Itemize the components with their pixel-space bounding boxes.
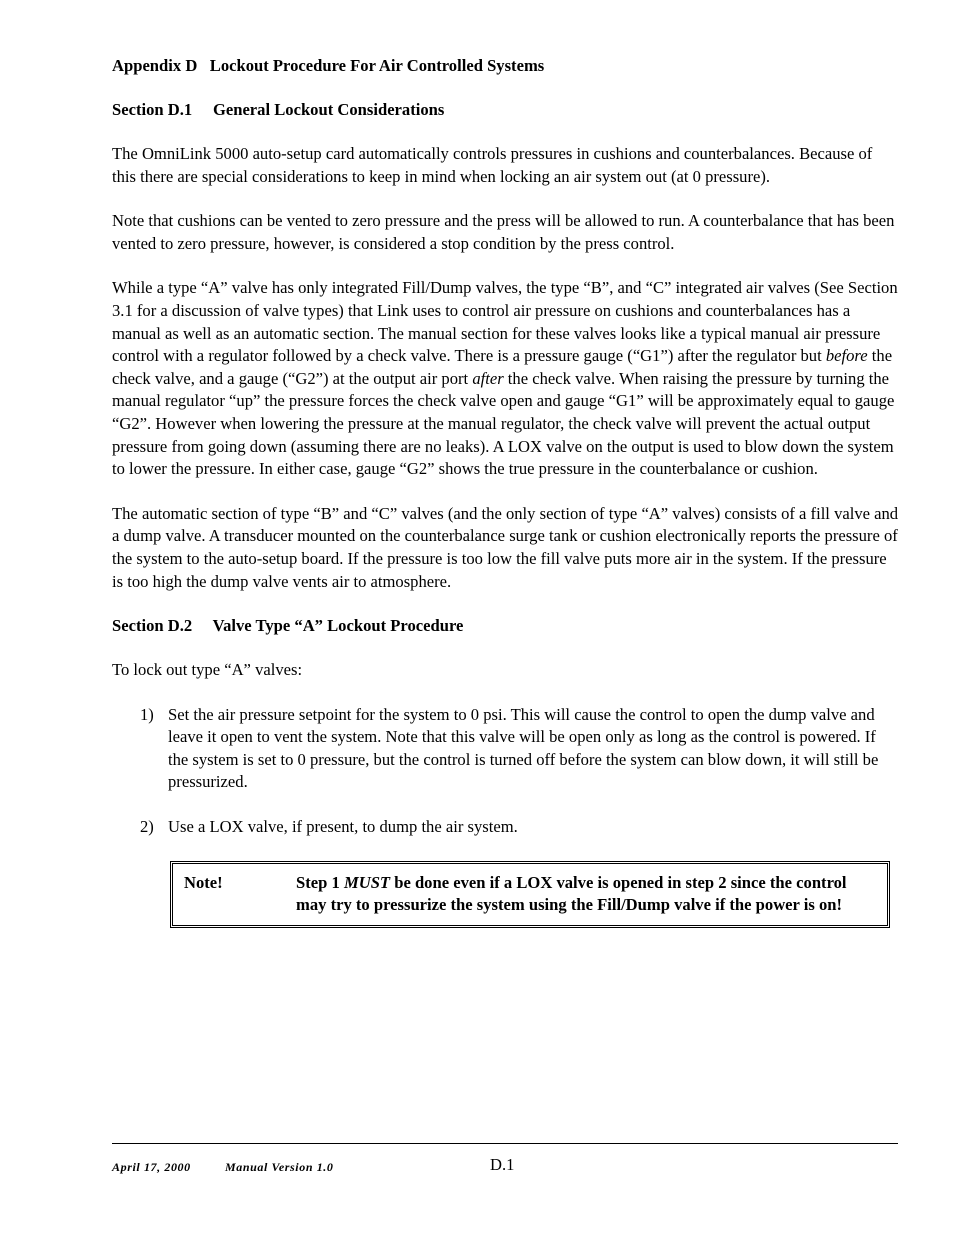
section-d2-heading: Section D.2 Valve Type “A” Lockout Procedure	[112, 616, 464, 636]
lockout-steps-list	[112, 704, 900, 839]
list-item	[112, 704, 900, 794]
section-d1-paragraph-4: The automatic section of type “B” and “C” valves (and the only section of type “A” valves) consists of a fill valve and a dump valve. A transducer mounted on the counterbalance surge tank or cushion electronically reports the pressure of the system to the auto-setup board. If the pressure is too low the fill valve puts more air in the system. If the pressure is too high the dump valve vents air to atmosphere.	[112, 503, 899, 591]
note-label: Note!	[184, 872, 223, 892]
emphasis-must: MUST	[343, 872, 391, 892]
emphasis-before: before	[825, 346, 868, 366]
paragraph-3-part-c: the check valve. When raising the pressure by turning the manual regulator “up” the pressure forces the check valve open and gauge “G1” will be approximately equal to gauge “G2”. However when lowering the pressure at the manual regulator, the check valve will prevent the actual output pressure from going down (assuming there are no leaks). A LOX valve on the output is used to blow down the system to lower the pressure. In either case, gauge “G2” shows the true pressure in the counterbalance or cushion.	[112, 368, 895, 479]
emphasis-after: after	[472, 368, 504, 388]
step-number: 1)	[140, 704, 154, 724]
footer-date: April 17, 2000	[112, 1160, 191, 1174]
paragraph-3-part-a: While a type “A” valve has only integrated Fill/Dump valves, the type “B”, and “C” integrated air valves (See Section 3.1 for a discussion of valve types) that Link uses to control air pressure on cushions and counterbalances has a manual as well as an automatic section. The manual section for these valves looks like a typical manual air pressure control with a regulator followed by a check valve. There is a pressure gauge (“G1”) after the regulator but	[112, 278, 898, 366]
footer-version: Manual Version 1.0	[225, 1160, 334, 1174]
section-d1-heading: Section D.1 General Lockout Considerations	[112, 100, 445, 119]
section-d1-paragraph-3	[112, 277, 900, 480]
document-page	[112, 55, 900, 928]
section-d1-paragraph-1: The OmniLink 5000 auto-setup card automatically controls pressures in cushions and counterbalances. Because of this there are special considerations to keep in mind when locking an air system out (at 0 pressure).	[112, 144, 873, 186]
section-d1-paragraph-2: Note that cushions can be vented to zero pressure and the press will be allowed to run. A counterbalance that has been vented to zero pressure, however, is considered a stop condition by the press control.	[112, 211, 895, 253]
page-number: D.1	[490, 1155, 515, 1174]
note-text	[296, 872, 877, 917]
footer-divider	[112, 1143, 898, 1144]
step-number: 2)	[140, 817, 154, 837]
list-item	[112, 816, 900, 839]
note-text-part-a: Step 1	[296, 872, 344, 892]
note-box	[170, 861, 890, 928]
note-text-part-b: be done even if a LOX valve is opened in step 2 since the control may try to pressurize the system using the Fill/Dump valve if the power is on!	[296, 872, 847, 915]
appendix-heading: Appendix D Lockout Procedure For Air Controlled Systems	[112, 56, 545, 75]
step-text: Use a LOX valve, if present, to dump the air system.	[168, 817, 518, 837]
paragraph-3-part-b: the check valve, and a gauge (“G2”) at the output air port	[112, 346, 893, 388]
section-d2-intro: To lock out type “A” valves:	[112, 660, 303, 680]
step-text: Set the air pressure setpoint for the system to 0 psi. This will cause the control to open the dump valve and leave it open to vent the system. Note that this valve will be open only as long as the control is powered. If the system is set to 0 pressure, but the control is turned off before the system can blow down, it will still be pressurized.	[168, 704, 879, 792]
